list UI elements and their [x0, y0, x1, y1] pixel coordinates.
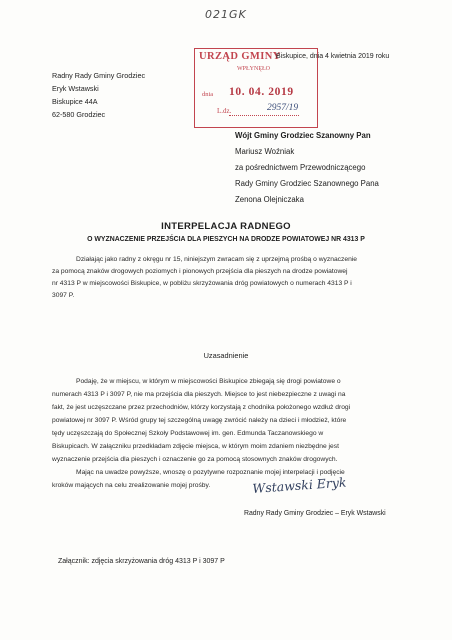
intro-line: Działając jako radny z okręgu nr 15, niniejszym zwracam się z uprzejmą prośbą o wyznaczenie — [76, 256, 357, 263]
stamp-dotted-line — [229, 115, 299, 116]
intro-line: nr 4313 P w miejscowości Biskupice, w pobliżu skrzyżowania dróg powiatowych o numerach 4313 P i — [52, 280, 352, 287]
recipient-line: Rady Gminy Grodziec Szanownego Pana — [235, 179, 379, 188]
document-subtitle: O WYZNACZENIE PRZEJŚCIA DLA PIESZYCH NA DRODZE POWIATOWEJ NR 4313 P — [87, 236, 365, 243]
justification-line: fakt, że jest uczęszczane przez przechodniów, którzy korzystają z chodnika położonego wzdłuż drogi — [52, 404, 351, 411]
stamp-date-value: 10. 04. 2019 — [229, 86, 294, 98]
stamp-office: URZĄD GMINY — [199, 51, 281, 62]
received-stamp — [194, 48, 318, 128]
justification-line: numerach 4313 P i 3097 P, nie ma przejścia dla pieszych. Miejsce to jest niebezpieczne z uwagi na — [52, 391, 346, 398]
justification-heading: Uzasadnienie — [203, 351, 249, 360]
recipient-line: za pośrednictwem Przewodniczącego — [235, 163, 366, 172]
recipient-line: Mariusz Woźniak — [235, 147, 295, 156]
intro-line: za pomocą znaków drogowych poziomych i pionowych przejścia dla pieszych na drodze powiatowej — [52, 268, 348, 275]
document-title: INTERPELACJA RADNEGO — [161, 221, 291, 232]
justification-line: kroków mających na celu zrealizowanie mojej prośby. — [52, 482, 211, 489]
stamp-date-label: dnia — [202, 91, 214, 98]
recipient-line: Zenona Olejniczaka — [235, 195, 304, 204]
sender-line: 62-580 Grodziec — [52, 110, 106, 119]
signature-caption: Radny Rady Gminy Grodziec – Eryk Wstawski — [244, 510, 386, 517]
handwritten-reference-number: 021GK — [205, 8, 247, 21]
place-and-date: Biskupice, dnia 4 kwietnia 2019 roku — [276, 53, 390, 60]
attachment-note: Załącznik: zdjęcia skrzyżowania dróg 4313 P i 3097 P — [58, 558, 225, 565]
justification-line: powiatowej nr 3097 P. Wśród grupy tej szczególną uwagę zwrócić należy na dzieci i młodzież, które — [52, 417, 347, 424]
sender-line: Eryk Wstawski — [52, 84, 99, 93]
recipient-line: Wójt Gminy Grodziec Szanowny Pan — [235, 131, 371, 140]
justification-line: tędy uczęszczają do Społecznej Szkoły Podstawowej im. gen. Edmunda Taczanowskiego w — [52, 430, 324, 437]
sender-line: Radny Rady Gminy Grodziec — [52, 71, 146, 80]
justification-line: Podaję, że w miejscu, w którym w miejscowości Biskupice zbiegają się drogi powiatowe o — [76, 378, 341, 385]
intro-line: 3097 P. — [52, 292, 75, 299]
sender-line: Biskupice 44A — [52, 97, 98, 106]
stamp-received-label: WPŁYNĘŁO — [237, 66, 270, 72]
stamp-ld-label: L.dz. — [217, 107, 232, 115]
justification-line: Biskupicach. W załączniku przedkładam zdjęcie miejsca, w którym moim zdaniem niezbędne jest — [52, 443, 339, 450]
stamp-ld-value: 2957/19 — [267, 103, 299, 113]
justification-line: Mając na uwadze powyższe, wnoszę o pozytywne rozpoznanie mojej interpelacji i podjęcie — [76, 469, 345, 476]
handwritten-signature: Wstawski Eryk — [251, 474, 347, 496]
justification-line: wyznaczenie przejścia dla pieszych i oznaczenie go za pomocą stosownych znaków drogowych. — [52, 456, 338, 463]
